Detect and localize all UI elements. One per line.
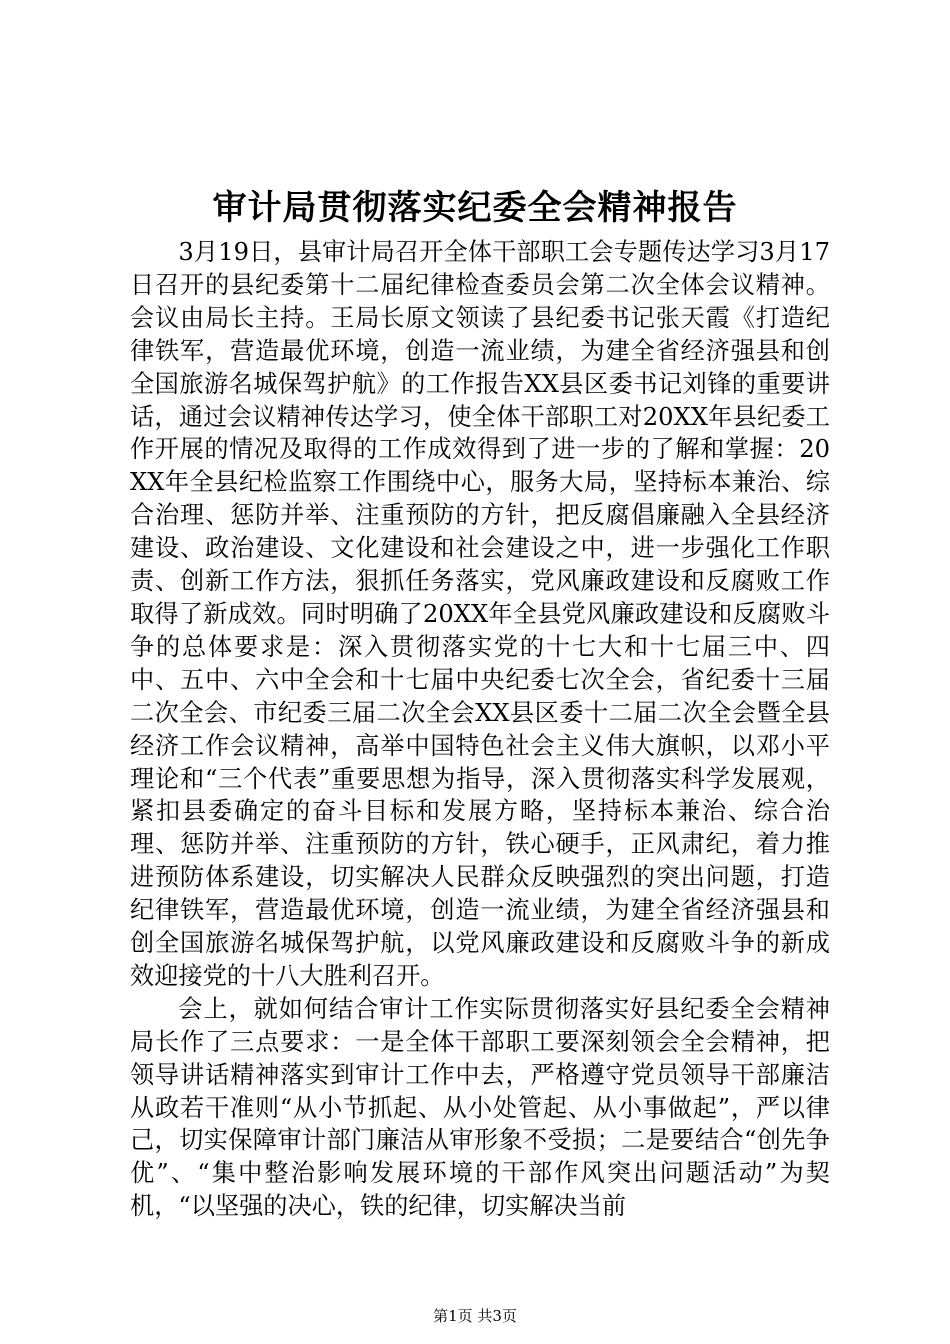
paragraph-2: 会上，就如何结合审计工作实际贯彻落实好县纪委全会精神局长作了三点要求：一是全体干部职工要深刻领会全会精神，把领导讲话精神落实到审计工作中去，严格遵守党员领导干部廉洁从政若干准则“从小节抓起、从小处管起、从小事做起”，严以律己，切实保障审计部门廉洁从审形象不受损；二是要结合“创先争优”、“集中整治影响发展环境的干部作风突出问题活动”为契机，“以坚强的决心，铁的纪律，切实解决当前 <box>130 994 830 1221</box>
paragraph-1: 3月19日，县审计局召开全体干部职工会专题传达学习3月17日召开的县纪委第十二届纪律检查委员会第二次全体会议精神。会议由局长主持。王局长原文领读了县纪委书记张天霞《打造纪律铁军，营造最优环境，创造一流业绩，为建全省经济强县和创全国旅游名城保驾护航》的工作报告XX县区委书记刘锋的重要讲话，通过会议精神传达学习，使全体干部职工对20XX年县纪委工作开展的情况及取得的工作成效得到了进一步的了解和掌握：20XX年全县纪检监察工作围绕中心，服务大局，坚持标本兼治、综合治理、惩防并举、注重预防的方针，把反腐倡廉融入全县经济建设、政治建设、文化建设和社会建设之中，进一步强化工作职责、创新工作方法，狠抓任务落实，党风廉政建设和反腐败工作取得了新成效。同时明确了20XX年全县党风廉政建设和反腐败斗争的总体要求是：深入贯彻落实党的十七大和十七届三中、四中、五中、六中全会和十七届中央纪委七次全会，省纪委十三届二次全会、市纪委三届二次全会XX县区委十二届二次全会暨全县经济工作会议精神，高举中国特色社会主义伟大旗帜，以邓小平理论和“三个代表”重要思想为指导，深入贯彻落实科学发展观，紧扣县委确定的奋斗目标和发展方略，坚持标本兼治、综合治理、惩防并举、注重预防的方针，铁心硬手，正风肃纪，着力推进预防体系建设，切实解决人民群众反映强烈的突出问题，打造纪律铁军，营造最优环境，创造一流业绩，为建全省经济强县和创全国旅游名城保驾护航，以党风廉政建设和反腐败斗争的新成效迎接党的十八大胜利召开。 <box>130 238 830 990</box>
document-body <box>130 236 830 1223</box>
document-title: 审计局贯彻落实纪委全会精神报告 <box>212 188 738 228</box>
page-footer: 第1页 共3页 <box>433 1307 517 1325</box>
